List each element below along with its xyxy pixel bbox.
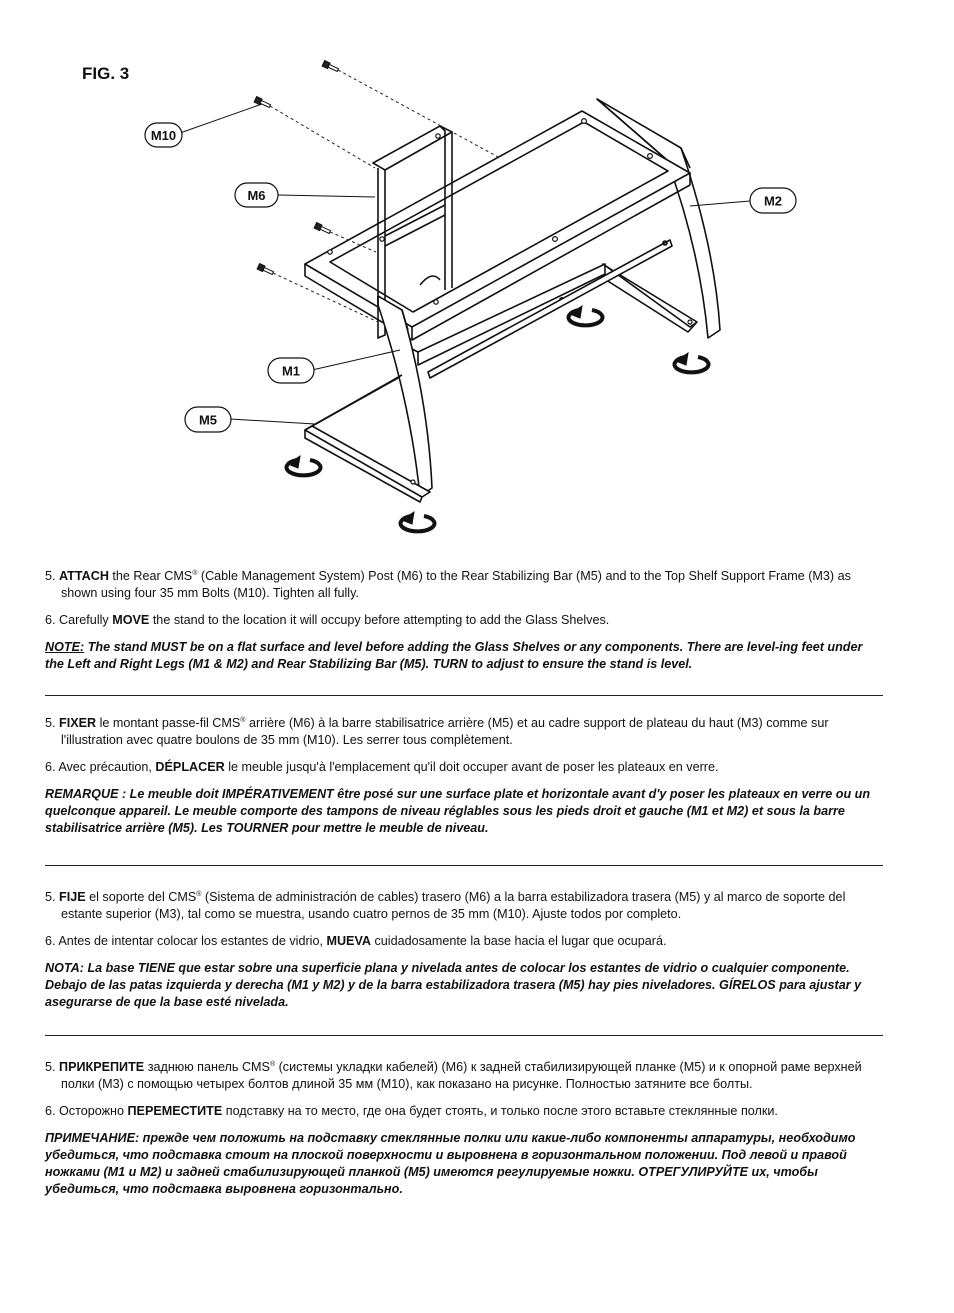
rotate-arrow-icon (287, 456, 321, 475)
section-spanish (45, 889, 877, 1021)
step-6: 6. Avec précaution, DÉPLACER le meuble jusqu'à l'emplacement qu'il doit occuper avant de poser les plateaux en verre. (45, 760, 719, 774)
step-6: 6. Antes de intentar colocar los estantes de vidrio, MUEVA cuidadosamente la base hacia el lugar que ocupará. (45, 934, 667, 948)
callout-m10-label: M10 (150, 128, 177, 143)
step-5: 5. ATTACH the Rear CMS® (Cable Management System) Post (M6) to the Rear Stabilizing Bar (M5) and to the Top Shelf Support Frame (M3) as shown using four 35 mm Bolts (M10). Tighten all fully. (45, 569, 851, 600)
step-5: 5. ПРИКРЕПИТЕ заднюю панель CMS® (системы укладки кабелей) (M6) к задней стабилизирующей планке (M5) и к опорной раме верхней полки (M3) с помощью четырех болтов длиной 35 мм (M10), как показано на рисунке. Полностью затяните все болты. (45, 1060, 862, 1091)
callout-m2-label: M2 (763, 193, 783, 209)
section-divider (45, 695, 883, 696)
callout-m6-label: M6 (247, 188, 266, 203)
step-6: 6. Carefully MOVE the stand to the location it will occupy before attempting to add the Glass Shelves. (45, 613, 610, 627)
section-divider (45, 1035, 883, 1036)
rotate-arrow-icon (674, 353, 708, 372)
figure-title: FIG. 3 (82, 64, 130, 83)
step-6: 6. Осторожно ПЕРЕМЕСТИТЕ подставку на то место, где она будет стоять, и только после этого вставьте стеклянные полки. (45, 1104, 778, 1118)
note: NOTA: La base TIENE que estar sobre una superficie plana y nivelada antes de colocar los estantes de vidrio o cualquier componente. Debajo de las patas izquierda y derecha (M1 y M2) y de la barra estabilizadora trasera (M5) hay pies niveladores. GÍRELOS para ajustar y asegurarse de que la base esté nivelada. (45, 961, 862, 1009)
section-english (45, 568, 877, 683)
note: REMARQUE : Le meuble doit IMPÉRATIVEMENT être posé sur une surface plate et horizontale avant d'y poser les plateaux en verre ou un quelconque appareil. Le meuble comporte des tampons de niveau réglables sous les pieds droit et gauche (M1 et M2) et sous la barre stabilisatrice arrière (M5). Les TOURNER pour mettre le meuble de niveau. (45, 787, 871, 835)
rotate-arrow-icon (569, 306, 603, 325)
top-shelf-frame-m3 (305, 111, 690, 340)
section-french (45, 715, 877, 847)
rotate-arrow-icon (400, 512, 434, 531)
callout-m1-label: M1 (281, 363, 301, 379)
note: ПРИМЕЧАНИЕ: прежде чем положить на подставку стеклянные полки или какие-либо компоненты аппаратуры, необходимо убедиться, что подставка стоит на плоской поверхности и выровнена в горизонтальном положении. Под левой и правой ножками (M1 и M2) и задней стабилизирующей планкой (M5) имеются регулируемые ножки. ОТРЕГУЛИРУЙТЕ их, чтобы убедиться, что подставка выровнена горизонтально. (45, 1131, 856, 1196)
note: NOTE: The stand MUST be on a flat surface and level before adding the Glass Shelves or any components. There are level-ing feet under the Left and Right Legs (M1 & M2) and Rear Stabilizing Bar (M5). TURN to adjust to ensure the stand is level. (45, 640, 863, 671)
section-divider (45, 865, 883, 866)
bolts-m10 (254, 61, 339, 276)
step-5: 5. FIJE el soporte del CMS® (Sistema de administración de cables) trasero (M6) a la barra estabilizadora trasera (M5) y al marco de soporte del estante superior (M3), tal como se muestra, usando cuatro pernos de 35 mm (M10). Ajuste todos por completo. (45, 890, 846, 921)
section-russian (45, 1059, 877, 1208)
step-5: 5. FIXER le montant passe-fil CMS® arrière (M6) à la barre stabilisatrice arrière (M5) et au cadre support de plateau du haut (M3) comme sur l'illustration avec quatre boulons de 35 mm (M10). Les serrer tous complètement. (45, 716, 829, 747)
assembly-diagram (0, 0, 954, 560)
callout-m5-label: M5 (198, 412, 218, 428)
left-leg-m1 (378, 296, 432, 496)
